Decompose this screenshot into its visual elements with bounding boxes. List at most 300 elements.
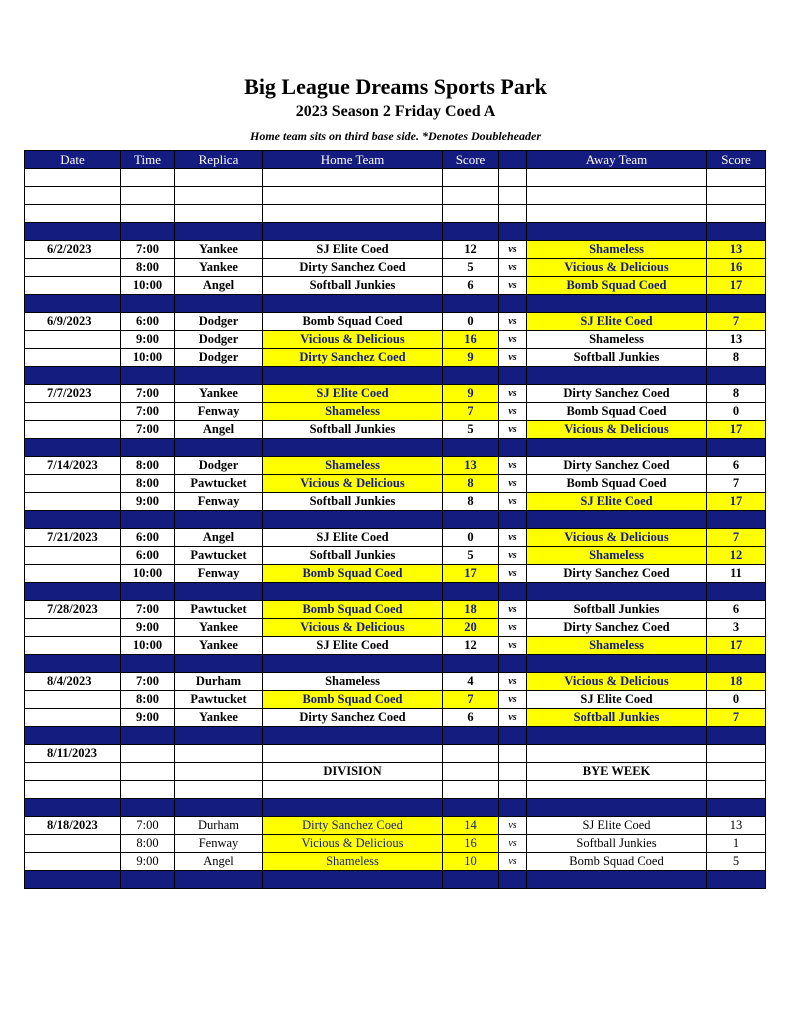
col-header-away-score: Score — [707, 151, 766, 169]
separator-cell — [499, 871, 527, 889]
week-separator — [25, 799, 766, 817]
blank-cell — [121, 781, 175, 799]
blank-cell — [499, 781, 527, 799]
game-time: 10:00 — [121, 277, 175, 295]
home-team: Shameless — [263, 403, 443, 421]
separator-cell — [499, 511, 527, 529]
separator-cell — [499, 583, 527, 601]
game-row — [25, 277, 766, 295]
col-header-date: Date — [25, 151, 121, 169]
separator-cell — [707, 799, 766, 817]
date-cell — [25, 331, 121, 349]
blank-cell — [499, 169, 527, 187]
game-time: 8:00 — [121, 691, 175, 709]
game-replica: Fenway — [175, 565, 263, 583]
away-team: SJ Elite Coed — [527, 493, 707, 511]
away-team: Vicious & Delicious — [527, 421, 707, 439]
separator-cell — [175, 727, 263, 745]
separator-cell — [527, 871, 707, 889]
away-team: Bomb Squad Coed — [527, 475, 707, 493]
game-time: 10:00 — [121, 565, 175, 583]
home-score: 10 — [443, 853, 499, 871]
blank-cell — [443, 187, 499, 205]
date-cell — [25, 475, 121, 493]
blank-cell — [263, 745, 443, 763]
vs-label: vs — [499, 817, 527, 835]
away-team: Vicious & Delicious — [527, 259, 707, 277]
home-team: Softball Junkies — [263, 277, 443, 295]
game-replica: Yankee — [175, 259, 263, 277]
page-note: Home team sits on third base side. *Denotes Doubleheader — [250, 129, 541, 143]
home-score: 4 — [443, 673, 499, 691]
blank-cell — [121, 205, 175, 223]
separator-cell — [707, 511, 766, 529]
separator-cell — [263, 439, 443, 457]
away-team: Vicious & Delicious — [527, 529, 707, 547]
separator-cell — [175, 583, 263, 601]
col-header-home-score: Score — [443, 151, 499, 169]
separator-cell — [443, 367, 499, 385]
game-time: 8:00 — [121, 457, 175, 475]
blank-cell — [707, 781, 766, 799]
separator-cell — [175, 871, 263, 889]
game-row — [25, 565, 766, 583]
game-date: 8/18/2023 — [25, 817, 121, 835]
week-separator — [25, 583, 766, 601]
away-team: Softball Junkies — [527, 835, 707, 853]
bye-week-date: 8/11/2023 — [25, 745, 121, 763]
away-score: 17 — [707, 493, 766, 511]
away-score: 7 — [707, 475, 766, 493]
separator-cell — [175, 655, 263, 673]
away-team: SJ Elite Coed — [527, 817, 707, 835]
bye-week-date-row — [25, 745, 766, 763]
blank-cell — [707, 187, 766, 205]
home-team: Bomb Squad Coed — [263, 691, 443, 709]
away-score: 13 — [707, 241, 766, 259]
game-time: 7:00 — [121, 241, 175, 259]
bye-week-label-row — [25, 763, 766, 781]
away-team: Shameless — [527, 637, 707, 655]
away-score: 12 — [707, 547, 766, 565]
game-row — [25, 493, 766, 511]
date-cell — [25, 547, 121, 565]
home-score: 7 — [443, 403, 499, 421]
game-replica: Yankee — [175, 385, 263, 403]
separator-cell — [263, 727, 443, 745]
date-cell — [25, 637, 121, 655]
date-cell — [25, 691, 121, 709]
separator-cell — [121, 367, 175, 385]
game-row — [25, 853, 766, 871]
separator-cell — [175, 295, 263, 313]
game-time: 6:00 — [121, 547, 175, 565]
separator-cell — [499, 799, 527, 817]
schedule-body — [25, 169, 766, 889]
separator-cell — [25, 223, 121, 241]
game-time: 8:00 — [121, 835, 175, 853]
vs-label: vs — [499, 601, 527, 619]
blank-cell — [707, 169, 766, 187]
vs-label: vs — [499, 457, 527, 475]
date-cell — [25, 259, 121, 277]
separator-cell — [263, 295, 443, 313]
away-team: Dirty Sanchez Coed — [527, 565, 707, 583]
separator-cell — [175, 367, 263, 385]
separator-cell — [499, 295, 527, 313]
separator-cell — [25, 727, 121, 745]
week-separator — [25, 439, 766, 457]
blank-cell — [263, 205, 443, 223]
game-replica: Dodger — [175, 331, 263, 349]
home-team: Vicious & Delicious — [263, 619, 443, 637]
game-replica: Yankee — [175, 637, 263, 655]
blank-cell — [121, 169, 175, 187]
game-replica: Yankee — [175, 619, 263, 637]
game-replica: Angel — [175, 529, 263, 547]
game-replica: Fenway — [175, 403, 263, 421]
game-time: 9:00 — [121, 493, 175, 511]
game-time: 9:00 — [121, 619, 175, 637]
game-date: 7/7/2023 — [25, 385, 121, 403]
date-cell — [25, 493, 121, 511]
blank-cell — [175, 169, 263, 187]
home-team: Bomb Squad Coed — [263, 601, 443, 619]
game-row — [25, 241, 766, 259]
game-replica: Pawtucket — [175, 601, 263, 619]
game-time: 10:00 — [121, 349, 175, 367]
blank-cell — [527, 187, 707, 205]
away-team: Shameless — [527, 547, 707, 565]
game-row — [25, 259, 766, 277]
away-score: 7 — [707, 529, 766, 547]
separator-cell — [443, 583, 499, 601]
blank-cell — [527, 745, 707, 763]
date-cell — [25, 403, 121, 421]
away-score: 17 — [707, 421, 766, 439]
separator-cell — [121, 439, 175, 457]
blank-row — [25, 169, 766, 187]
separator-cell — [527, 655, 707, 673]
away-score: 18 — [707, 673, 766, 691]
away-team: Bomb Squad Coed — [527, 853, 707, 871]
blank-cell — [499, 763, 527, 781]
game-replica: Yankee — [175, 241, 263, 259]
home-score: 9 — [443, 385, 499, 403]
col-header-replica: Replica — [175, 151, 263, 169]
blank-cell — [499, 205, 527, 223]
home-team: Dirty Sanchez Coed — [263, 709, 443, 727]
away-score: 11 — [707, 565, 766, 583]
game-row — [25, 529, 766, 547]
game-row — [25, 331, 766, 349]
home-team: Vicious & Delicious — [263, 835, 443, 853]
separator-cell — [443, 223, 499, 241]
separator-cell — [707, 655, 766, 673]
blank-cell — [121, 187, 175, 205]
game-time: 9:00 — [121, 853, 175, 871]
game-row — [25, 475, 766, 493]
table-header-row — [25, 151, 766, 169]
col-header-time: Time — [121, 151, 175, 169]
game-replica: Yankee — [175, 709, 263, 727]
week-separator — [25, 223, 766, 241]
away-score: 6 — [707, 601, 766, 619]
home-team: Dirty Sanchez Coed — [263, 259, 443, 277]
vs-label: vs — [499, 529, 527, 547]
separator-cell — [707, 727, 766, 745]
separator-cell — [527, 223, 707, 241]
away-team: SJ Elite Coed — [527, 691, 707, 709]
separator-cell — [443, 799, 499, 817]
game-replica: Fenway — [175, 493, 263, 511]
week-separator — [25, 295, 766, 313]
home-score: 17 — [443, 565, 499, 583]
game-row — [25, 601, 766, 619]
game-row — [25, 691, 766, 709]
separator-cell — [121, 511, 175, 529]
page-title: Big League Dreams Sports Park — [244, 74, 547, 99]
away-team: Dirty Sanchez Coed — [527, 457, 707, 475]
game-replica: Pawtucket — [175, 475, 263, 493]
vs-label: vs — [499, 259, 527, 277]
separator-cell — [263, 871, 443, 889]
away-team: Softball Junkies — [527, 709, 707, 727]
game-date: 7/21/2023 — [25, 529, 121, 547]
away-team: Softball Junkies — [527, 349, 707, 367]
blank-cell — [25, 187, 121, 205]
separator-cell — [443, 871, 499, 889]
separator-cell — [707, 223, 766, 241]
blank-cell — [25, 205, 121, 223]
game-time: 9:00 — [121, 331, 175, 349]
separator-cell — [263, 799, 443, 817]
separator-cell — [527, 583, 707, 601]
home-team: SJ Elite Coed — [263, 241, 443, 259]
away-score: 8 — [707, 349, 766, 367]
date-cell — [25, 421, 121, 439]
away-team: Bomb Squad Coed — [527, 403, 707, 421]
blank-cell — [175, 763, 263, 781]
away-score: 7 — [707, 709, 766, 727]
game-row — [25, 673, 766, 691]
home-team: SJ Elite Coed — [263, 529, 443, 547]
game-time: 8:00 — [121, 259, 175, 277]
separator-cell — [499, 655, 527, 673]
separator-cell — [121, 871, 175, 889]
home-team: Shameless — [263, 853, 443, 871]
home-score: 6 — [443, 709, 499, 727]
separator-cell — [707, 367, 766, 385]
bye-week-label: BYE WEEK — [527, 763, 707, 781]
game-row — [25, 313, 766, 331]
separator-cell — [25, 295, 121, 313]
blank-cell — [443, 169, 499, 187]
blank-cell — [499, 187, 527, 205]
separator-cell — [25, 439, 121, 457]
away-team: Bomb Squad Coed — [527, 277, 707, 295]
home-team: Bomb Squad Coed — [263, 565, 443, 583]
separator-cell — [499, 439, 527, 457]
home-score: 5 — [443, 259, 499, 277]
separator-cell — [443, 295, 499, 313]
home-team: Shameless — [263, 457, 443, 475]
home-score: 0 — [443, 529, 499, 547]
separator-cell — [527, 799, 707, 817]
separator-cell — [263, 511, 443, 529]
blank-cell — [263, 169, 443, 187]
separator-cell — [263, 655, 443, 673]
game-row — [25, 547, 766, 565]
away-score: 13 — [707, 817, 766, 835]
blank-cell — [25, 169, 121, 187]
game-row — [25, 637, 766, 655]
date-cell — [25, 349, 121, 367]
home-team: SJ Elite Coed — [263, 385, 443, 403]
home-team: Vicious & Delicious — [263, 475, 443, 493]
separator-cell — [175, 439, 263, 457]
week-separator — [25, 511, 766, 529]
blank-cell — [263, 781, 443, 799]
game-replica: Dodger — [175, 313, 263, 331]
home-score: 16 — [443, 331, 499, 349]
blank-cell — [527, 169, 707, 187]
separator-cell — [707, 439, 766, 457]
blank-cell — [443, 763, 499, 781]
blank-cell — [25, 781, 121, 799]
vs-label: vs — [499, 493, 527, 511]
separator-cell — [707, 295, 766, 313]
away-score: 13 — [707, 331, 766, 349]
vs-label: vs — [499, 673, 527, 691]
division-label: DIVISION — [263, 763, 443, 781]
blank-cell — [175, 781, 263, 799]
blank-cell — [121, 745, 175, 763]
home-score: 0 — [443, 313, 499, 331]
page-subtitle: 2023 Season 2 Friday Coed A — [295, 103, 496, 120]
game-replica: Angel — [175, 421, 263, 439]
separator-cell — [121, 223, 175, 241]
vs-label: vs — [499, 385, 527, 403]
away-score: 7 — [707, 313, 766, 331]
away-score: 5 — [707, 853, 766, 871]
game-row — [25, 403, 766, 421]
game-replica: Dodger — [175, 349, 263, 367]
game-date: 6/2/2023 — [25, 241, 121, 259]
game-time: 7:00 — [121, 673, 175, 691]
game-row — [25, 421, 766, 439]
separator-cell — [121, 583, 175, 601]
col-header-away-team: Away Team — [527, 151, 707, 169]
away-team: SJ Elite Coed — [527, 313, 707, 331]
game-time: 7:00 — [121, 385, 175, 403]
separator-cell — [121, 295, 175, 313]
separator-cell — [527, 511, 707, 529]
vs-label: vs — [499, 331, 527, 349]
blank-cell — [707, 763, 766, 781]
game-row — [25, 619, 766, 637]
separator-cell — [263, 223, 443, 241]
away-score: 17 — [707, 637, 766, 655]
home-score: 12 — [443, 637, 499, 655]
col-header-home-team: Home Team — [263, 151, 443, 169]
game-date: 8/4/2023 — [25, 673, 121, 691]
separator-cell — [499, 367, 527, 385]
away-score: 16 — [707, 259, 766, 277]
home-score: 8 — [443, 475, 499, 493]
game-time: 6:00 — [121, 529, 175, 547]
vs-label: vs — [499, 853, 527, 871]
game-time: 8:00 — [121, 475, 175, 493]
game-time: 7:00 — [121, 601, 175, 619]
vs-label: vs — [499, 637, 527, 655]
week-separator — [25, 655, 766, 673]
vs-label: vs — [499, 421, 527, 439]
vs-label: vs — [499, 277, 527, 295]
home-score: 8 — [443, 493, 499, 511]
vs-label: vs — [499, 619, 527, 637]
blank-cell — [175, 187, 263, 205]
home-score: 5 — [443, 547, 499, 565]
schedule-table — [24, 150, 766, 889]
away-team: Dirty Sanchez Coed — [527, 619, 707, 637]
game-row — [25, 835, 766, 853]
home-team: Vicious & Delicious — [263, 331, 443, 349]
away-team: Dirty Sanchez Coed — [527, 385, 707, 403]
home-score: 16 — [443, 835, 499, 853]
separator-cell — [175, 223, 263, 241]
week-separator — [25, 367, 766, 385]
home-score: 5 — [443, 421, 499, 439]
blank-cell — [25, 763, 121, 781]
separator-cell — [25, 367, 121, 385]
separator-cell — [263, 367, 443, 385]
vs-label: vs — [499, 709, 527, 727]
game-time: 10:00 — [121, 637, 175, 655]
game-replica: Fenway — [175, 835, 263, 853]
game-replica: Angel — [175, 277, 263, 295]
home-score: 9 — [443, 349, 499, 367]
separator-cell — [499, 223, 527, 241]
home-score: 7 — [443, 691, 499, 709]
game-replica: Durham — [175, 817, 263, 835]
blank-cell — [443, 205, 499, 223]
game-replica: Angel — [175, 853, 263, 871]
separator-cell — [25, 511, 121, 529]
game-time: 9:00 — [121, 709, 175, 727]
separator-cell — [25, 799, 121, 817]
home-team: Softball Junkies — [263, 547, 443, 565]
separator-cell — [25, 583, 121, 601]
home-team: Softball Junkies — [263, 421, 443, 439]
separator-cell — [527, 727, 707, 745]
away-score: 3 — [707, 619, 766, 637]
separator-cell — [121, 799, 175, 817]
away-score: 0 — [707, 403, 766, 421]
game-row — [25, 349, 766, 367]
home-team: Dirty Sanchez Coed — [263, 349, 443, 367]
vs-label: vs — [499, 313, 527, 331]
home-score: 14 — [443, 817, 499, 835]
separator-cell — [263, 583, 443, 601]
separator-cell — [443, 439, 499, 457]
game-date: 7/14/2023 — [25, 457, 121, 475]
date-cell — [25, 709, 121, 727]
separator-cell — [25, 871, 121, 889]
vs-label: vs — [499, 349, 527, 367]
home-team: Softball Junkies — [263, 493, 443, 511]
game-replica: Dodger — [175, 457, 263, 475]
